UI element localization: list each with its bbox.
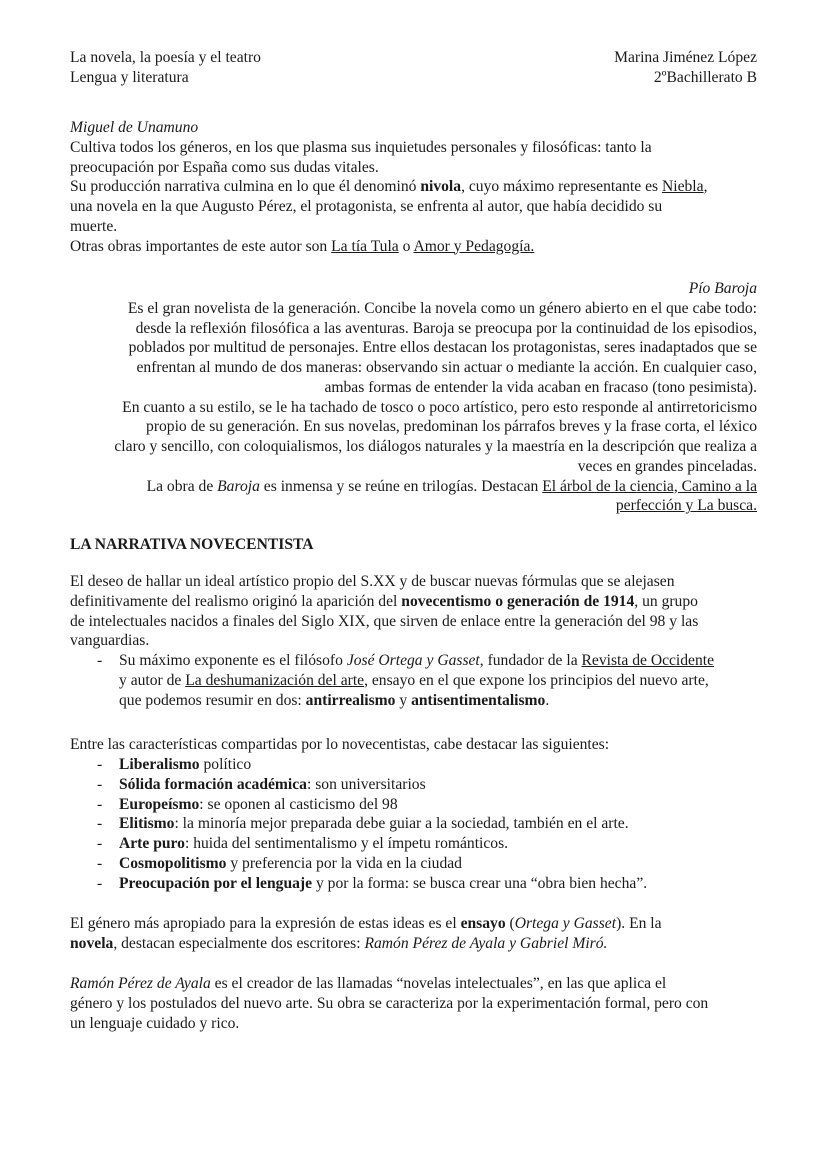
bullet-dash: -	[97, 756, 103, 773]
text-segment: En cuanto a su estilo, se le ha tachado de tosco o poco artístico, pero esto responde al antirretoricismo	[122, 398, 757, 416]
work-title: El árbol de la ciencia, Camino a la	[542, 477, 757, 495]
list-item	[70, 755, 757, 775]
list-item	[70, 795, 757, 815]
text-segment: El deseo de hallar un ideal artístico propio del S.XX y de buscar nuevas fórmulas que se alejasen	[70, 573, 675, 590]
document-title: La novela, la poesía y el teatro	[70, 49, 261, 66]
text-segment: Europeísmo	[119, 795, 200, 813]
text-segment: El género más apropiado para la expresión de estas ideas es el	[70, 915, 461, 932]
text-segment: o	[398, 237, 414, 255]
work-title: La deshumanización del arte	[185, 671, 365, 689]
text-segment: ensayo	[460, 915, 506, 932]
list-item	[70, 834, 757, 854]
text-line	[70, 934, 757, 954]
text-segment: : huida del sentimentalismo y el ímpetu románticos.	[184, 835, 509, 852]
text-line	[70, 338, 757, 358]
work-title: Amor y Pedagogía.	[413, 237, 535, 255]
features-list	[70, 755, 757, 893]
text-line	[70, 994, 757, 1014]
text-segment: Otras obras importantes de este autor son	[70, 237, 332, 255]
text-segment: , un grupo	[634, 592, 698, 610]
text-segment: antirrealismo	[305, 691, 396, 709]
text-segment: Miguel de Unamuno	[70, 119, 199, 136]
text-segment: Su máximo exponente es el filósofo	[119, 652, 347, 669]
baroja-section	[70, 279, 757, 516]
text-segment: Liberalismo	[119, 756, 200, 773]
text-segment: político	[199, 756, 252, 773]
text-line	[70, 417, 757, 437]
features-intro: Entre las características compartidas por lo novecentistas, cabe destacar las siguientes:	[70, 736, 610, 753]
work-title: Niebla	[661, 178, 704, 196]
text-segment: vanguardias.	[70, 632, 150, 650]
text-segment: Ortega y Gasset	[514, 915, 617, 932]
list-item	[70, 671, 757, 691]
text-segment: ambas formas de entender la vida acaban en fracaso (tono pesimista).	[324, 378, 757, 396]
list-item	[70, 814, 757, 834]
text-segment: y preferencia por la vida en la ciudad	[226, 854, 462, 872]
text-segment: .	[545, 691, 550, 709]
text-segment: nivola	[420, 178, 462, 196]
text-segment: y por la forma: se busca crear una “obra bien hecha”.	[312, 874, 648, 892]
text-segment: que podemos resumir en dos:	[119, 691, 306, 709]
list-item	[70, 691, 757, 711]
text-segment: ). En la	[616, 915, 662, 932]
text-segment: Elitismo	[119, 815, 175, 833]
text-segment: preocupación por España como sus dudas vitales.	[70, 158, 379, 176]
text-line	[70, 217, 757, 237]
text-line	[70, 457, 757, 477]
list-item	[70, 572, 757, 592]
unamuno-section	[70, 118, 757, 256]
list-item	[70, 612, 757, 632]
genre-paragraph	[70, 914, 757, 954]
list-item	[70, 874, 757, 894]
text-line	[70, 358, 757, 378]
text-segment: novecentismo o generación de 1914	[401, 592, 635, 610]
text-line	[70, 279, 757, 299]
text-segment: y autor de	[119, 671, 186, 689]
page-header	[70, 48, 757, 88]
text-segment: novela	[70, 934, 114, 952]
text-segment: antisentimentalismo	[411, 691, 546, 709]
list-item	[70, 651, 757, 671]
text-line	[70, 496, 757, 516]
subject: Lengua y literatura	[70, 68, 189, 86]
text-segment: José Ortega y Gasset	[346, 652, 480, 669]
text-segment: veces en grandes pinceladas.	[577, 457, 757, 475]
text-segment: una novela en la que Augusto Pérez, el protagonista, se enfrenta al autor, que había decidido su	[70, 198, 663, 215]
text-segment: Cultiva todos los géneros, en los que plasma sus inquietudes personales y filosóficas: tanto la	[70, 138, 652, 156]
text-segment: Ramón Pérez de Ayala	[70, 975, 211, 992]
bullet-dash: -	[97, 854, 103, 872]
text-segment: Sólida formación académica	[119, 775, 307, 793]
list-item	[70, 631, 757, 651]
text-segment: es inmensa y se reúne en trilogías. Destacan	[259, 477, 543, 495]
text-segment: Preocupación por el lenguaje	[119, 874, 313, 892]
section-heading-block	[70, 535, 757, 555]
text-segment: , ensayo en el que expone los principios del nuevo arte,	[364, 671, 709, 689]
text-segment: : se oponen al casticismo del 98	[199, 795, 398, 813]
text-line	[70, 914, 757, 934]
bullet-dash: -	[97, 795, 103, 813]
text-segment: claro y sencillo, con coloquialismos, los diálogos naturales y la maestría en la descripción que realiza a	[114, 438, 757, 455]
text-line	[70, 437, 757, 457]
section-heading: LA NARRATIVA NOVECENTISTA	[70, 536, 314, 553]
text-segment: (	[505, 915, 515, 932]
text-segment: Su producción narrativa culmina en lo que él denominó	[70, 178, 421, 196]
text-segment: definitivamente del realismo originó la aparición del	[70, 592, 402, 610]
text-segment: Pío Baroja	[688, 280, 757, 297]
text-line	[70, 197, 757, 217]
bullet-dash: -	[97, 815, 103, 833]
text-segment: desde la reflexión filosófica a las aventuras. Baroja se preocupa por la continuidad de los episodios,	[135, 319, 757, 337]
features-intro-block	[70, 735, 757, 755]
work-title: perfección y La busca.	[615, 497, 757, 515]
bullet-dash: -	[97, 652, 103, 669]
ayala-paragraph	[70, 974, 757, 1033]
text-segment: enfrentan al mundo de dos maneras: observando sin actuar o mediante la acción. En cualquier caso,	[136, 359, 757, 376]
text-segment: muerte.	[70, 217, 118, 235]
author-name: Marina Jiménez López	[614, 49, 757, 66]
text-line	[70, 974, 757, 994]
bullet-dash: -	[97, 835, 103, 852]
text-segment: Ramón Pérez de Ayala y Gabriel Miró.	[364, 934, 608, 952]
text-segment: , fundador de la	[479, 652, 582, 669]
text-segment: , destacan especialmente dos escritores:	[113, 934, 365, 952]
list-item	[70, 854, 757, 874]
text-segment: y	[395, 691, 412, 709]
list-item	[70, 592, 757, 612]
bullet-dash: -	[97, 775, 103, 793]
text-line	[70, 177, 757, 197]
work-title: Revista de Occidente	[581, 652, 715, 669]
text-segment: ,	[703, 178, 708, 196]
text-line	[70, 477, 757, 497]
text-segment: : son universitarios	[306, 775, 426, 793]
text-line	[70, 138, 757, 158]
text-segment: propio de su generación. En sus novelas, predominan los párrafos breves y la frase corta, el léxico	[146, 418, 757, 436]
bullet-dash: -	[97, 874, 103, 892]
text-segment: es el creador de las llamadas “novelas intelectuales”, en las que aplica el	[210, 975, 667, 992]
text-segment: de intelectuales nacidos a finales del Siglo XIX, que sirven de enlace entre la generación del 98 y las	[70, 612, 699, 630]
novecentismo-intro	[70, 572, 757, 710]
text-line	[70, 1014, 757, 1034]
text-line	[70, 398, 757, 418]
text-segment: Es el gran novelista de la generación. Concibe la novela como un género abierto en el que cabe todo:	[127, 299, 757, 317]
text-line	[70, 237, 757, 257]
text-line	[70, 378, 757, 398]
text-segment: Cosmopolitismo	[119, 854, 227, 872]
text-line	[70, 319, 757, 339]
text-line	[70, 158, 757, 178]
text-line	[70, 118, 757, 138]
work-title: La tía Tula	[331, 237, 399, 255]
text-segment: La obra de	[146, 477, 218, 495]
text-segment: Arte puro	[119, 835, 185, 852]
list-item	[70, 775, 757, 795]
text-segment: género y los postulados del nuevo arte. Su obra se caracteriza por la experimentación formal, pero con	[70, 994, 709, 1012]
text-segment: poblados por multitud de personajes. Entre ellos destacan los protagonistas, seres inadaptados que se	[128, 339, 757, 357]
text-segment: un lenguaje cuidado y rico.	[70, 1014, 240, 1032]
text-segment: Baroja	[217, 477, 260, 495]
text-line	[70, 299, 757, 319]
text-segment: : la minoría mejor preparada debe guiar a la sociedad, también en el arte.	[174, 815, 629, 833]
course: 2ºBachillerato B	[653, 68, 757, 86]
text-segment: , cuyo máximo representante es	[461, 178, 662, 196]
